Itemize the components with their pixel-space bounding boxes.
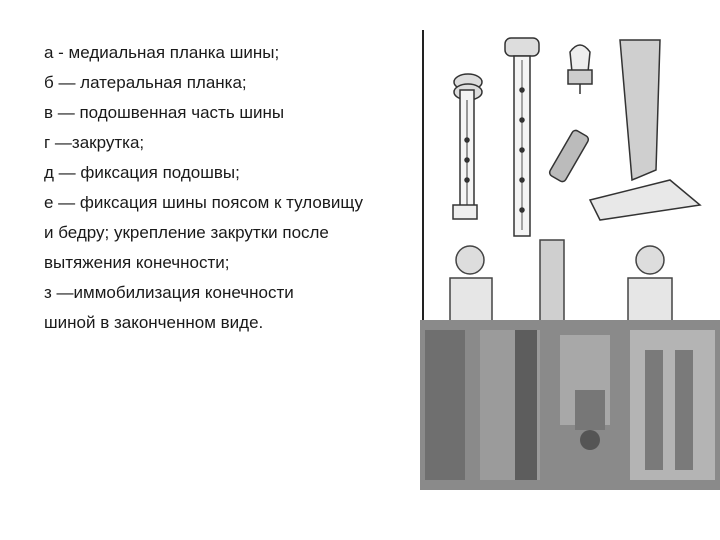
caption-line: д — фиксация подошвы; [44, 163, 240, 182]
caption-line: в — подошвенная часть шины [44, 103, 285, 122]
caption-line: и бедру; укрепление закрутки после [44, 223, 329, 242]
caption-line: б — латеральная планка; [44, 73, 247, 92]
caption-line: з —иммобилизация конечности [44, 283, 294, 302]
caption-line: а - медиальная планка шины; [44, 43, 280, 62]
foot-plate-drawing [590, 40, 700, 220]
splint-drawing [420, 30, 720, 490]
medial-bar-drawing [453, 74, 482, 219]
caption-line: вытяжения конечности; [44, 253, 230, 272]
caption-line: шиной в законченном виде. [44, 313, 264, 332]
splint-illustration [420, 30, 720, 490]
twist-drawing [548, 129, 590, 183]
caption-line: е — фиксация шины поясом к туловищу [44, 193, 364, 212]
caption-list [44, 38, 434, 338]
photo-strip [420, 320, 720, 490]
lateral-bar-drawing [505, 38, 539, 236]
caption-line: г —закрутка; [44, 133, 145, 152]
clamp-drawing [568, 45, 592, 94]
